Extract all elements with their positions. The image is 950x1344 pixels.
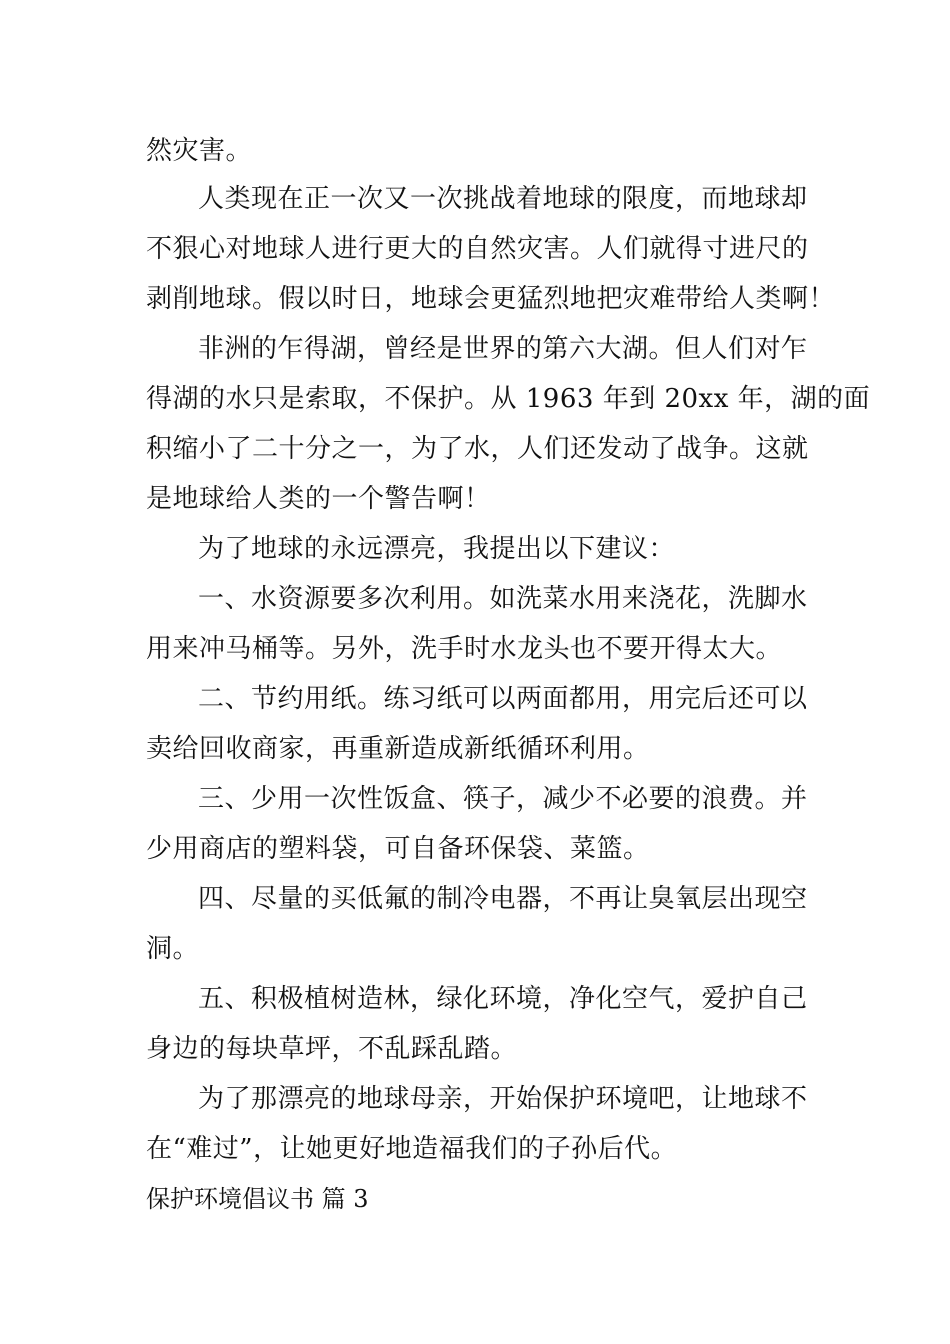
paragraph-start: 非洲的乍得湖，曾经是世界的第六大湖。但人们对乍 <box>198 334 808 364</box>
paragraph-start: 五、积极植树造林，绿化环境，净化空气，爱护自己 <box>198 984 808 1014</box>
text-line: 然灾害。 <box>146 136 253 166</box>
text-line: 在“难过”，让她更好地造福我们的子孙后代。 <box>146 1134 678 1164</box>
paragraph-start: 三、少用一次性饭盒、筷子，减少不必要的浪费。并 <box>198 784 808 814</box>
text-line: 积缩小了二十分之一，为了水，人们还发动了战争。这就 <box>146 434 809 464</box>
paragraph-start: 四、尽量的买低氟的制冷电器，不再让臭氧层出现空 <box>198 884 808 914</box>
text-line: 少用商店的塑料袋，可自备环保袋、菜篮。 <box>146 834 650 864</box>
section-heading: 保护环境倡议书 篇 3 <box>146 1185 369 1213</box>
text-line: 身边的每块草坪，不乱踩乱踏。 <box>146 1034 518 1064</box>
text-line: 不狠心对地球人进行更大的自然灾害。人们就得寸进尺的 <box>146 234 809 264</box>
text-line: 用来冲马桶等。另外，洗手时水龙头也不要开得太大。 <box>146 634 783 664</box>
paragraph-start: 为了地球的永远漂亮，我提出以下建议： <box>198 534 676 564</box>
text-line: 卖给回收商家，再重新造成新纸循环利用。 <box>146 734 650 764</box>
paragraph-start: 人类现在正一次又一次挑战着地球的限度，而地球却 <box>198 184 808 214</box>
text-line: 是地球给人类的一个警告啊！ <box>146 484 491 514</box>
paragraph-start: 一、水资源要多次利用。如洗菜水用来浇花，洗脚水 <box>198 584 808 614</box>
paragraph-start: 二、节约用纸。练习纸可以两面都用，用完后还可以 <box>198 684 808 714</box>
paragraph-start: 为了那漂亮的地球母亲，开始保护环境吧，让地球不 <box>198 1084 808 1114</box>
text-line: 洞。 <box>146 934 200 964</box>
text-line: 剥削地球。假以时日，地球会更猛烈地把灾难带给人类啊！ <box>146 284 836 314</box>
text-line: 得湖的水只是索取，不保护。从 1963 年到 20xx 年，湖的面 <box>146 384 871 414</box>
